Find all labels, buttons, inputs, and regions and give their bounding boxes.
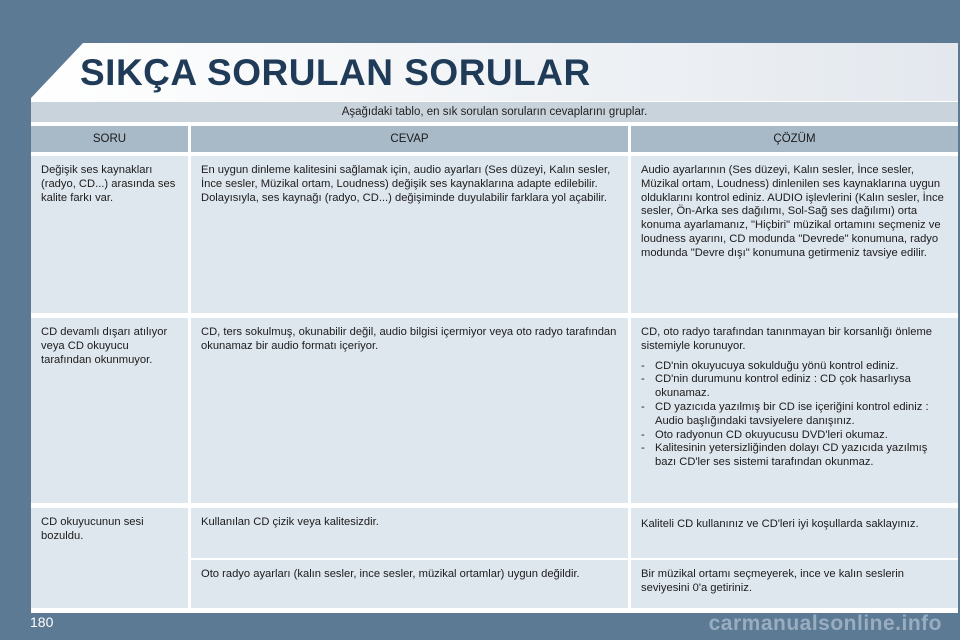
- answer-text: Oto radyo ayarları (kalın sesler, ince sesler, müzikal ortamlar) uygun değildir.: [201, 568, 580, 580]
- list-item: - CD'nin durumunu kontrol ediniz : CD çok hasarlıysa okunamaz.: [641, 373, 948, 401]
- list-item: - CD'nin okuyucuya sokulduğu yönü kontrol ediniz.: [641, 360, 948, 374]
- solution-text: Bir müzikal ortamı seçmeyerek, ince ve kalın seslerin seviyesini 0'a getiriniz.: [641, 568, 904, 594]
- page-title: SIKÇA SORULAN SORULAR: [80, 52, 591, 93]
- row-3a-answer: [191, 508, 628, 558]
- row-1-question: [31, 156, 188, 313]
- question-text: CD devamlı dışarı atılıyor veya CD okuyucu tarafından okunmuyor.: [41, 326, 168, 366]
- row-3-question: [31, 508, 188, 608]
- column-header-solution: ÇÖZÜM: [631, 126, 958, 152]
- answer-text: En uygun dinleme kalitesini sağlamak için, audio ayarları (Ses düzeyi, Kalın sesler, İnce sesler, Müzikal ortam, Loudness) değişik ses kaynaklarına adapte edilebilir. Dolayısıyla, ses kaynağı (radyo, CD...) değişiminde duyulabilir farklara yol açabilir.: [201, 164, 611, 204]
- row-1-solution: [631, 156, 958, 313]
- question-text: Değişik ses kaynakları (radyo, CD...) arasında ses kalite farkı var.: [41, 164, 176, 204]
- list-item: - Kalitesinin yetersizliğinden dolayı CD yazıcıda yazılmış bazı CD'ler ses sistemi tarafından okunmaz.: [641, 442, 948, 470]
- solution-text: Audio ayarlarının (Ses düzeyi, Kalın sesler, İnce sesler, Müzikal ortam, Loudness) dinlenilen ses kaynaklarına uygun olduklarını kontrol ediniz. AUDIO işlevlerini (Kalın sesler, İnce sesler, Ön-Arka ses dağılımı, Sol-Sağ ses dağılımı) orta konuma ayarlamanız, "Hiçbiri" müzikal ortamını seçmeniz ve loudness ayarını, CD modunda "Devrede" konumuna, radyo modunda "Devre dışı" konumuna getirmeniz tavsiye edilir.: [641, 164, 944, 259]
- row-2-solution: [631, 318, 958, 503]
- row-2-question: [31, 318, 188, 503]
- folded-corner: [31, 43, 83, 98]
- solution-text: Kaliteli CD kullanınız ve CD'leri iyi koşullarda saklayınız.: [641, 518, 919, 530]
- solution-intro: CD, oto radyo tarafından tanınmayan bir korsanlığı önleme sistemiyle korunuyor.: [641, 326, 933, 352]
- list-item: - CD yazıcıda yazılmış bir CD ise içeriğini kontrol ediniz : Audio başlığındaki tavsiyelere danışınız.: [641, 401, 948, 429]
- solution-checklist: [641, 360, 948, 470]
- row-2-answer: [191, 318, 628, 503]
- intro-text: Aşağıdaki tablo, en sık sorulan soruların cevaplarını gruplar.: [31, 102, 958, 122]
- list-item: - Oto radyonun CD okuyucusu DVD'leri okumaz.: [641, 429, 948, 443]
- row-3b-answer: [191, 560, 628, 608]
- row-3b-solution: [631, 560, 958, 608]
- watermark: carmanualsonline.info: [708, 612, 942, 635]
- page-number: 180: [30, 614, 54, 630]
- row-1-answer: [191, 156, 628, 313]
- column-header-answer: CEVAP: [191, 126, 628, 152]
- answer-text: Kullanılan CD çizik veya kalitesizdir.: [201, 516, 379, 528]
- question-text: CD okuyucunun sesi bozuldu.: [41, 516, 144, 542]
- answer-text: CD, ters sokulmuş, okunabilir değil, audio bilgisi içermiyor veya oto radyo tarafından okunamaz bir audio formatı içeriyor.: [201, 326, 617, 352]
- row-3a-solution: [631, 508, 958, 558]
- column-header-question: SORU: [31, 126, 188, 152]
